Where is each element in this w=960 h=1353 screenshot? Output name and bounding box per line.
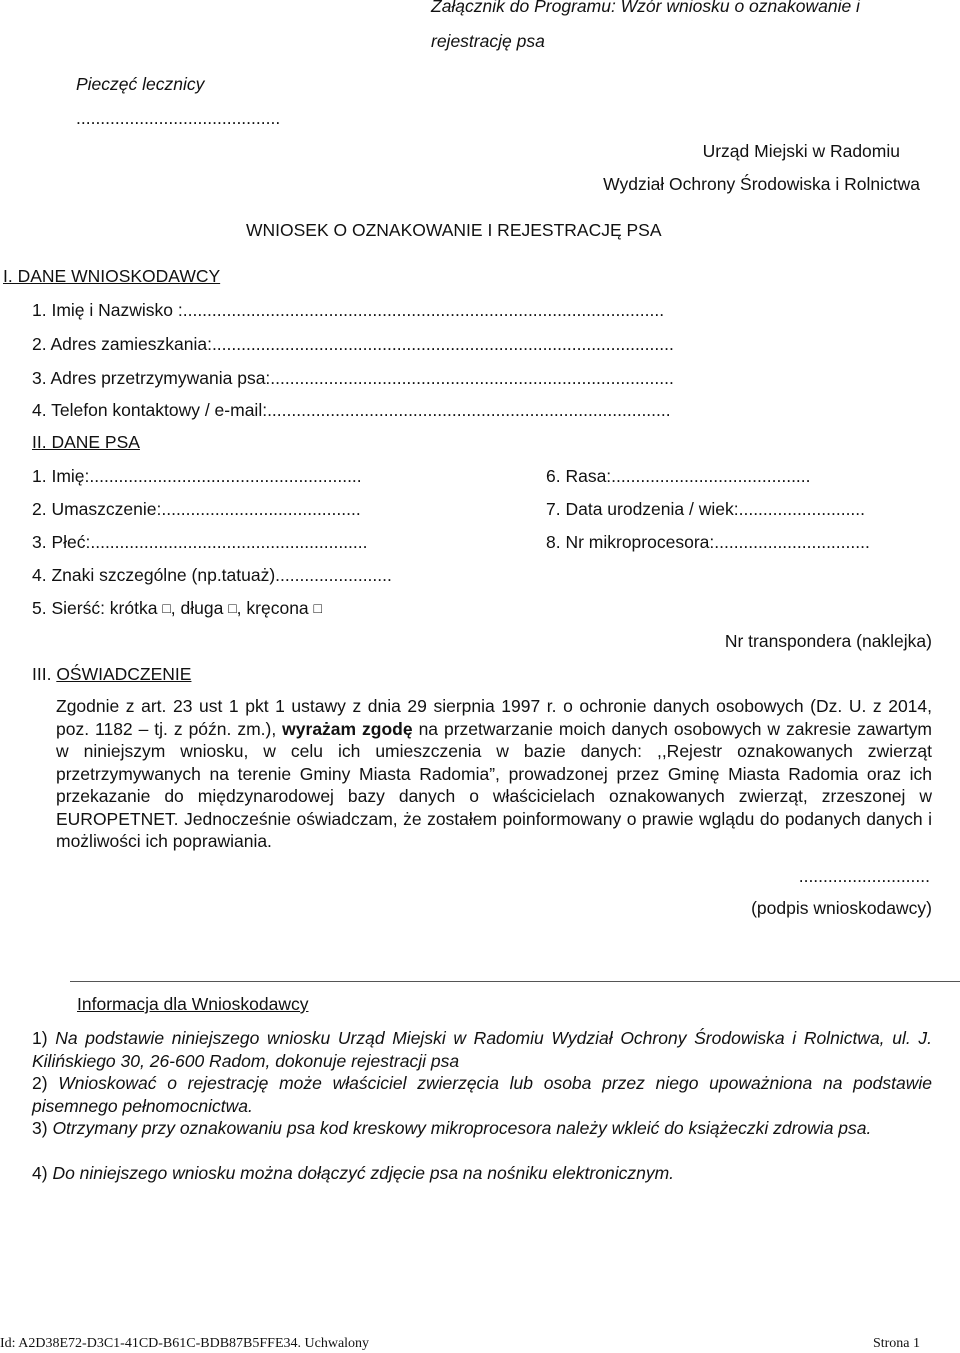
dog-birth-age-field: 7. Data urodzenia / wiek:.......................... (546, 499, 866, 519)
section-1-heading: I. DANE WNIOSKODAWCY (3, 266, 221, 286)
footer-page-number: Strona 1 (872, 1336, 920, 1351)
office-line-2: Wydział Ochrony Środowiska i Rolnictwa (603, 174, 920, 194)
divider-line (70, 981, 960, 982)
annex-line-1: Załącznik do Programu: Wzór wniosku o oznakowanie i (431, 0, 860, 16)
coat-type-label: 5. Sierść: krótka (32, 598, 163, 618)
field-keeping-address: 3. Adres przetrzymywania psa:................................................................................... (32, 368, 674, 388)
info-item-1-text: Na podstawie niniejszego wniosku Urząd Miejski w Radomiu Wydział Ochrony Środowiska i Rolnictwa, ul. J. Kilińskiego 30, 26-600 Radom, dokonuje rejestracji psa (32, 1028, 932, 1071)
info-item-3-text: Otrzymany przy oznakowaniu psa kod kreskowy mikroprocesora należy wkleić do książeczki zdrowia psa. (52, 1118, 872, 1138)
info-item-1 (32, 1027, 932, 1072)
checkbox-long[interactable]: □ (228, 600, 237, 616)
info-item-2-text: Wnioskować o rejestrację może właściciel zwierzęcia lub osoba przez niego upoważniona na podstawie pisemnego pełnomocnictwa. (32, 1073, 932, 1116)
info-item-4-num: 4) (32, 1163, 53, 1183)
checkbox-short[interactable]: □ (162, 600, 171, 616)
dog-breed-field: 6. Rasa:......................................... (546, 466, 811, 486)
stamp-dots: .......................................... (76, 108, 281, 128)
info-item-2-num: 2) (32, 1073, 59, 1093)
coat-type-row (32, 598, 322, 619)
info-item-4-text: Do niniejszego wniosku można dołączyć zdjęcie psa na nośniku elektronicznym. (52, 1163, 675, 1183)
section-3-heading: III. OŚWIADCZENIE (32, 664, 192, 684)
signature-label: (podpis wnioskodawcy) (751, 898, 932, 918)
transponder-label: Nr transpondera (naklejka) (724, 631, 932, 651)
dog-marks-field: 4. Znaki szczególne (np.tatuaż)........................ (32, 565, 392, 585)
section-2-heading: II. DANE PSA (32, 432, 140, 452)
field-address: 2. Adres zamieszkania:............................................................................................... (32, 334, 674, 354)
dog-name-field: 1. Imię:........................................................ (32, 466, 362, 486)
annex-line-2: rejestrację psa (431, 31, 545, 51)
declaration-consent: wyrażam zgodę (282, 718, 413, 739)
info-item-2 (32, 1072, 932, 1117)
stamp-label: Pieczęć lecznicy (76, 74, 205, 94)
coat-type-curly-label: , kręcona (236, 598, 314, 618)
coat-type-long-label: , długa (170, 598, 229, 618)
field-phone-email: 4. Telefon kontaktowy / e-mail:................................................................................... (32, 400, 671, 420)
microchip-field: 8. Nr mikroprocesora:................................ (546, 532, 870, 552)
declaration-paragraph (56, 695, 932, 853)
info-item-1-num: 1) (32, 1028, 56, 1048)
checkbox-curly[interactable]: □ (313, 600, 322, 616)
form-title: WNIOSEK O OZNAKOWANIE I REJESTRACJĘ PSA (246, 220, 662, 240)
dog-sex-field: 3. Płeć:......................................................... (32, 532, 368, 552)
office-line-1: Urząd Miejski w Radomiu (702, 141, 900, 161)
info-item-3 (32, 1117, 932, 1140)
declaration-text-end: na przetwarzanie moich danych osobowych w zakresie zawartym w niniejszym wniosku, w celu ich umieszczenia w bazie danych: ,,Rejestr oznakowanych zwierząt przetrzymywanych na terenie Gminy Miasta Radomia”, prowadzonej przez Gminę Miasta Radomia oraz ich przekazanie do międzynarodowej bazy danych o właścicielach oznakowanych zwierząt, zrzeszonej w EUROPETNET. Jednocześnie oświadczam, że zostałem poinformowany o prawie wglądu do podanych danych i możliwości ich poprawiania. (56, 718, 932, 851)
signature-dots: ........................... (798, 866, 930, 886)
footer-id: Id: A2D38E72-D3C1-41CD-B61C-BDB87B5FFE34. Uchwalony (0, 1336, 370, 1351)
declaration-text-start: Zgodnie z art. 23 ust 1 pkt 1 ustawy z dnia 29 sierpnia 1997 r. o ochronie danych osobowych (Dz. U. z 2014, poz. 1182 – tj. z późn. zm.), (56, 696, 932, 739)
info-item-3-num: 3) (32, 1118, 53, 1138)
section-3-heading-text: OŚWIADCZENIE (56, 664, 192, 684)
info-item-4 (32, 1162, 932, 1185)
dog-coat-color-field: 2. Umaszczenie:......................................... (32, 499, 361, 519)
field-name: 1. Imię i Nazwisko :................................................................................................... (32, 300, 665, 320)
info-heading: Informacja dla Wnioskodawcy (77, 994, 309, 1014)
